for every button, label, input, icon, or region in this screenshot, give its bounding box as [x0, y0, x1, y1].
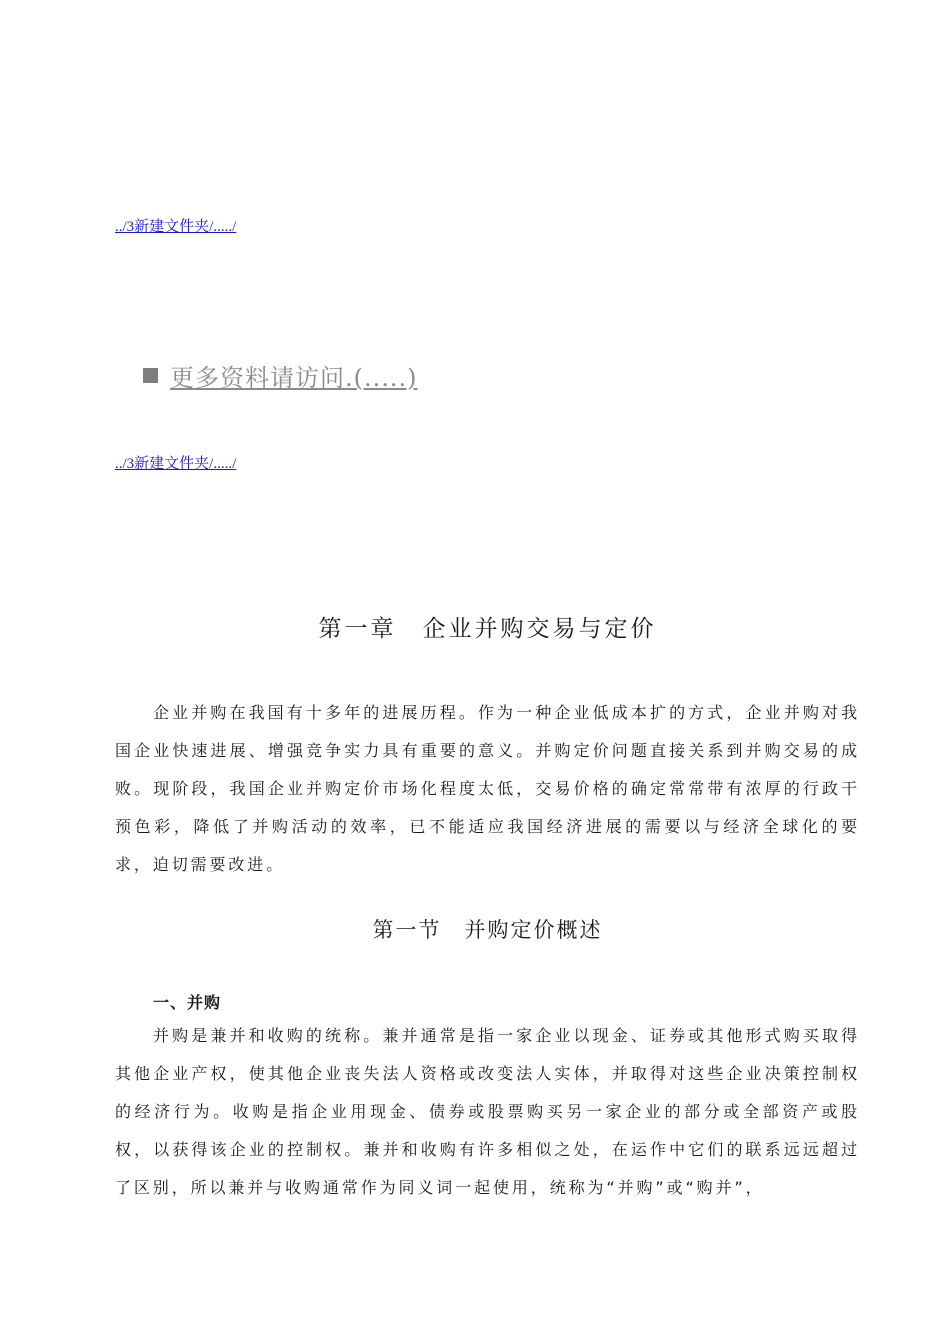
more-info-row [143, 358, 418, 393]
folder-link-bottom[interactable]: ../3新建文件夹/...../ [115, 456, 237, 472]
square-bullet-icon [143, 368, 158, 383]
folder-link-top[interactable]: ../3新建文件夹/...../ [115, 219, 237, 235]
intro-paragraph: 企业并购在我国有十多年的进展历程。作为一种企业低成本扩的方式，企业并购对我国企业快速进展、增强竞争实力具有重要的意义。并购定价问题直接关系到并购交易的成败。现阶段，我国企业并购定价市场化程度太低，交易价格的确定常常带有浓厚的行政干预色彩，降低了并购活动的效率，已不能适应我国经济进展的需要以与经济全球化的要求，迫切需要改进。 [115, 703, 860, 874]
section-title: 第一节 并购定价概述 [372, 918, 603, 942]
more-info-link[interactable]: 更多资料请访问.(.....) [170, 364, 418, 392]
body-paragraph: 并购是兼并和收购的统称。兼并通常是指一家企业以现金、证券或其他形式购买取得其他企业产权，使其他企业丧失法人资格或改变法人实体，并取得对这些企业决策控制权的经济行为。收购是指企业用现金、债券或股票购买另一家企业的部分或全部资产或股权，以获得该企业的控制权。兼并和收购有许多相似之处，在运作中它们的联系远远超过了区别，所以兼并与收购通常作为同义词一起使用，统称为“并购”或“购并”， [115, 1026, 860, 1197]
subheading-merger: 一、并购 [153, 993, 222, 1012]
chapter-title: 第一章 企业并购交易与定价 [318, 616, 657, 642]
